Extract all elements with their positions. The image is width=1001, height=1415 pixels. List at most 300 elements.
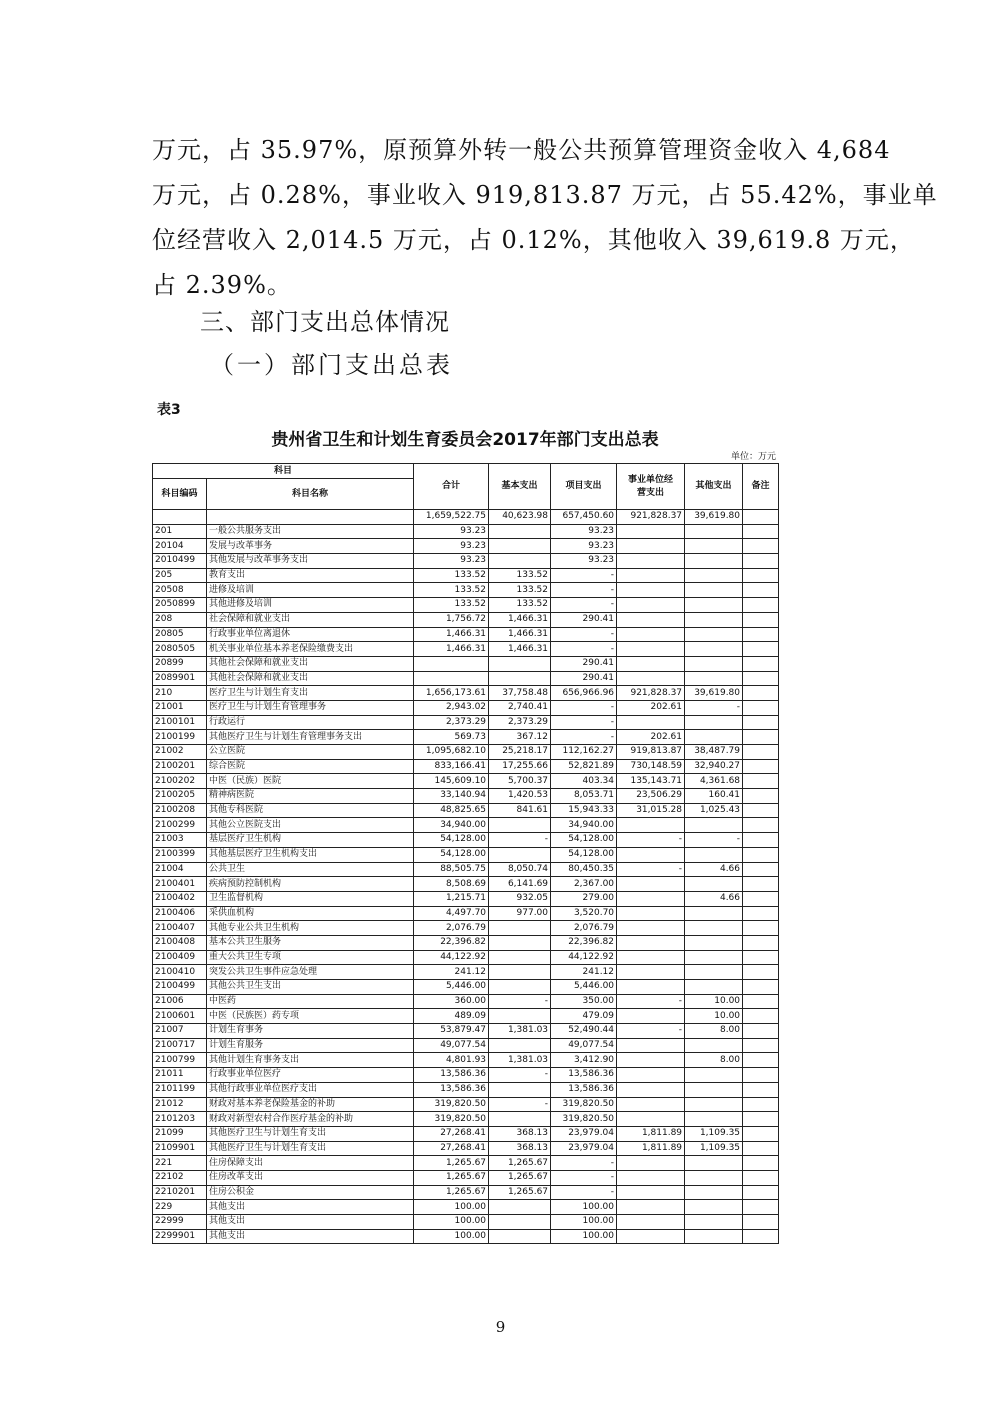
cell-total: 27,268.41 bbox=[414, 1126, 489, 1141]
cell-project: 656,966.96 bbox=[551, 686, 617, 701]
cell-project: 112,162.27 bbox=[551, 745, 617, 760]
cell-basic: 1,466.31 bbox=[489, 642, 551, 657]
cell-name: 行政事业单位医疗 bbox=[207, 1068, 414, 1083]
cell-basic bbox=[489, 554, 551, 569]
cell-business bbox=[617, 656, 685, 671]
table-row bbox=[153, 730, 779, 745]
table-row bbox=[153, 656, 779, 671]
cell-business bbox=[617, 539, 685, 554]
cell-business: - bbox=[617, 1024, 685, 1039]
cell-total: 133.52 bbox=[414, 568, 489, 583]
cell-code: 2100202 bbox=[153, 774, 207, 789]
cell-total: 2,373.29 bbox=[414, 715, 489, 730]
cell-other bbox=[685, 921, 743, 936]
cell-other bbox=[685, 935, 743, 950]
cell-business bbox=[617, 1053, 685, 1068]
cell-remark bbox=[743, 1156, 779, 1171]
cell-name: 机关事业单位基本养老保险缴费支出 bbox=[207, 642, 414, 657]
cell-basic bbox=[489, 539, 551, 554]
cell-name: 其他医疗卫生与计划生育管理事务支出 bbox=[207, 730, 414, 745]
cell-remark bbox=[743, 539, 779, 554]
cell-basic bbox=[489, 1082, 551, 1097]
cell-total: 54,128.00 bbox=[414, 847, 489, 862]
cell-business bbox=[617, 1215, 685, 1230]
cell-business bbox=[617, 818, 685, 833]
cell-code: 2101199 bbox=[153, 1082, 207, 1097]
table-row bbox=[153, 554, 779, 569]
table-row bbox=[153, 745, 779, 760]
cell-project: 13,586.36 bbox=[551, 1082, 617, 1097]
cell-basic bbox=[489, 847, 551, 862]
cell-total: 2,943.02 bbox=[414, 700, 489, 715]
cell-total: 1,659,522.75 bbox=[414, 510, 489, 525]
cell-other bbox=[685, 554, 743, 569]
cell-name: 其他进修及培训 bbox=[207, 598, 414, 613]
table-row bbox=[153, 598, 779, 613]
cell-other bbox=[685, 950, 743, 965]
cell-total: 44,122.92 bbox=[414, 950, 489, 965]
cell-business bbox=[617, 1097, 685, 1112]
cell-code: 22999 bbox=[153, 1215, 207, 1230]
cell-code: 201 bbox=[153, 524, 207, 539]
table-row bbox=[153, 994, 779, 1009]
table-label: 表3 bbox=[157, 402, 181, 418]
cell-name: 住房保障支出 bbox=[207, 1156, 414, 1171]
cell-business bbox=[617, 1009, 685, 1024]
cell-project: - bbox=[551, 700, 617, 715]
cell-name: 其他行政事业单位医疗支出 bbox=[207, 1082, 414, 1097]
cell-code: 2100199 bbox=[153, 730, 207, 745]
cell-basic bbox=[489, 656, 551, 671]
table-row bbox=[153, 1215, 779, 1230]
cell-name: 其他公共卫生支出 bbox=[207, 980, 414, 995]
cell-basic bbox=[489, 1009, 551, 1024]
cell-code: 21001 bbox=[153, 700, 207, 715]
cell-name: 突发公共卫生事件应急处理 bbox=[207, 965, 414, 980]
cell-basic: - bbox=[489, 833, 551, 848]
cell-project: 44,122.92 bbox=[551, 950, 617, 965]
cell-code: 2050899 bbox=[153, 598, 207, 613]
cell-other bbox=[685, 598, 743, 613]
table-row bbox=[153, 935, 779, 950]
cell-total: 1,466.31 bbox=[414, 627, 489, 642]
cell-total: 319,820.50 bbox=[414, 1097, 489, 1112]
cell-other: 8.00 bbox=[685, 1053, 743, 1068]
business-header bbox=[617, 464, 685, 510]
cell-business bbox=[617, 627, 685, 642]
project-header: 项目支出 bbox=[551, 464, 617, 510]
cell-code: 2100406 bbox=[153, 906, 207, 921]
cell-other: 32,940.27 bbox=[685, 759, 743, 774]
cell-total: 1,656,173.61 bbox=[414, 686, 489, 701]
table-row bbox=[153, 818, 779, 833]
cell-remark bbox=[743, 656, 779, 671]
table-title: 贵州省卫生和计划生育委员会2017年部门支出总表 bbox=[271, 430, 659, 450]
cell-code: 2100402 bbox=[153, 891, 207, 906]
cell-total: 100.00 bbox=[414, 1215, 489, 1230]
cell-total: 100.00 bbox=[414, 1200, 489, 1215]
cell-remark bbox=[743, 1112, 779, 1127]
cell-remark bbox=[743, 524, 779, 539]
cell-remark bbox=[743, 833, 779, 848]
cell-basic: - bbox=[489, 994, 551, 1009]
cell-remark bbox=[743, 803, 779, 818]
cell-project: 8,053.71 bbox=[551, 789, 617, 804]
cell-total: 833,166.41 bbox=[414, 759, 489, 774]
cell-remark bbox=[743, 906, 779, 921]
cell-total: 8,508.69 bbox=[414, 877, 489, 892]
cell-basic: 8,050.74 bbox=[489, 862, 551, 877]
cell-name: 综合医院 bbox=[207, 759, 414, 774]
cell-basic: 133.52 bbox=[489, 598, 551, 613]
cell-name: 行政事业单位离退休 bbox=[207, 627, 414, 642]
cell-remark bbox=[743, 965, 779, 980]
cell-name: 其他社会保障和就业支出 bbox=[207, 656, 414, 671]
cell-other: 160.41 bbox=[685, 789, 743, 804]
table-row bbox=[153, 1229, 779, 1244]
cell-project: 5,446.00 bbox=[551, 980, 617, 995]
cell-project: - bbox=[551, 568, 617, 583]
cell-project: 52,821.89 bbox=[551, 759, 617, 774]
cell-total bbox=[414, 656, 489, 671]
cell-name: 其他计划生育事务支出 bbox=[207, 1053, 414, 1068]
cell-name: 公共卫生 bbox=[207, 862, 414, 877]
cell-project: 3,412.90 bbox=[551, 1053, 617, 1068]
cell-business: 135,143.71 bbox=[617, 774, 685, 789]
cell-project: 479.09 bbox=[551, 1009, 617, 1024]
cell-basic: 1,265.67 bbox=[489, 1185, 551, 1200]
subsection-heading: （一）部门支出总表 bbox=[210, 351, 453, 379]
cell-business bbox=[617, 524, 685, 539]
cell-basic: 1,381.03 bbox=[489, 1053, 551, 1068]
table-body bbox=[153, 510, 779, 1244]
cell-total: 133.52 bbox=[414, 583, 489, 598]
cell-code: 21007 bbox=[153, 1024, 207, 1039]
cell-business bbox=[617, 965, 685, 980]
cell-code: 221 bbox=[153, 1156, 207, 1171]
cell-project: 15,943.33 bbox=[551, 803, 617, 818]
cell-business bbox=[617, 980, 685, 995]
cell-project: 290.41 bbox=[551, 671, 617, 686]
cell-code: 21002 bbox=[153, 745, 207, 760]
cell-business bbox=[617, 1112, 685, 1127]
cell-name: 中医（民族）医院 bbox=[207, 774, 414, 789]
cell-business bbox=[617, 598, 685, 613]
table-row bbox=[153, 950, 779, 965]
cell-other: 10.00 bbox=[685, 1009, 743, 1024]
cell-total: 5,446.00 bbox=[414, 980, 489, 995]
cell-remark bbox=[743, 1097, 779, 1112]
cell-basic: 932.05 bbox=[489, 891, 551, 906]
cell-business bbox=[617, 1229, 685, 1244]
cell-basic: 368.13 bbox=[489, 1141, 551, 1156]
cell-remark bbox=[743, 759, 779, 774]
cell-code: 2210201 bbox=[153, 1185, 207, 1200]
cell-total: 1,756.72 bbox=[414, 612, 489, 627]
cell-other: 39,619.80 bbox=[685, 510, 743, 525]
cell-basic: 37,758.48 bbox=[489, 686, 551, 701]
cell-total: 1,095,682.10 bbox=[414, 745, 489, 760]
cell-project: 100.00 bbox=[551, 1229, 617, 1244]
cell-total: 54,128.00 bbox=[414, 833, 489, 848]
cell-code: 22102 bbox=[153, 1170, 207, 1185]
cell-other bbox=[685, 847, 743, 862]
cell-other: 4.66 bbox=[685, 891, 743, 906]
cell-code: 2100205 bbox=[153, 789, 207, 804]
cell-other bbox=[685, 656, 743, 671]
cell-remark bbox=[743, 994, 779, 1009]
cell-remark bbox=[743, 598, 779, 613]
cell-remark bbox=[743, 1082, 779, 1097]
cell-basic bbox=[489, 671, 551, 686]
cell-project: 2,076.79 bbox=[551, 921, 617, 936]
subject-header: 科目 bbox=[153, 464, 414, 479]
table-row bbox=[153, 1082, 779, 1097]
cell-name: 其他基层医疗卫生机构支出 bbox=[207, 847, 414, 862]
cell-other bbox=[685, 980, 743, 995]
cell-remark bbox=[743, 789, 779, 804]
intro-paragraph bbox=[152, 128, 938, 308]
cell-other bbox=[685, 1229, 743, 1244]
cell-project: 54,128.00 bbox=[551, 833, 617, 848]
cell-remark bbox=[743, 642, 779, 657]
cell-other bbox=[685, 877, 743, 892]
cell-other bbox=[685, 1215, 743, 1230]
cell-other bbox=[685, 1185, 743, 1200]
table-row bbox=[153, 833, 779, 848]
code-header: 科目编码 bbox=[153, 479, 207, 510]
cell-basic bbox=[489, 980, 551, 995]
cell-basic: 977.00 bbox=[489, 906, 551, 921]
cell-business: - bbox=[617, 994, 685, 1009]
cell-business: 921,828.37 bbox=[617, 686, 685, 701]
cell-project: 657,450.60 bbox=[551, 510, 617, 525]
cell-other bbox=[685, 627, 743, 642]
table-row bbox=[153, 759, 779, 774]
table-row bbox=[153, 715, 779, 730]
cell-project: 2,367.00 bbox=[551, 877, 617, 892]
cell-project: - bbox=[551, 715, 617, 730]
cell-project: 52,490.44 bbox=[551, 1024, 617, 1039]
cell-name: 进修及培训 bbox=[207, 583, 414, 598]
cell-total: 1,265.67 bbox=[414, 1185, 489, 1200]
cell-code: 2101203 bbox=[153, 1112, 207, 1127]
cell-remark bbox=[743, 1185, 779, 1200]
table-unit: 单位：万元 bbox=[730, 452, 776, 462]
cell-total: 33,140.94 bbox=[414, 789, 489, 804]
cell-project: - bbox=[551, 1156, 617, 1171]
cell-total: 53,879.47 bbox=[414, 1024, 489, 1039]
cell-project: 279.00 bbox=[551, 891, 617, 906]
cell-total: 1,466.31 bbox=[414, 642, 489, 657]
table-row bbox=[153, 1068, 779, 1083]
cell-business bbox=[617, 568, 685, 583]
cell-other bbox=[685, 1200, 743, 1215]
cell-basic: 841.61 bbox=[489, 803, 551, 818]
cell-basic bbox=[489, 935, 551, 950]
cell-remark bbox=[743, 1200, 779, 1215]
cell-remark bbox=[743, 1126, 779, 1141]
cell-project: 34,940.00 bbox=[551, 818, 617, 833]
cell-business: - bbox=[617, 833, 685, 848]
cell-basic: 1,265.67 bbox=[489, 1170, 551, 1185]
cell-business bbox=[617, 1156, 685, 1171]
cell-name: 其他专业公共卫生机构 bbox=[207, 921, 414, 936]
table-row bbox=[153, 1170, 779, 1185]
table-row bbox=[153, 1024, 779, 1039]
cell-project: 93.23 bbox=[551, 539, 617, 554]
cell-remark bbox=[743, 730, 779, 745]
cell-business bbox=[617, 1068, 685, 1083]
cell-name: 计划生育服务 bbox=[207, 1038, 414, 1053]
cell-business bbox=[617, 877, 685, 892]
cell-other bbox=[685, 524, 743, 539]
cell-project: 403.34 bbox=[551, 774, 617, 789]
table-row bbox=[153, 700, 779, 715]
cell-project: 3,520.70 bbox=[551, 906, 617, 921]
cell-other: 38,487.79 bbox=[685, 745, 743, 760]
cell-remark bbox=[743, 1170, 779, 1185]
cell-code: 2100410 bbox=[153, 965, 207, 980]
cell-other bbox=[685, 612, 743, 627]
cell-code: 2100399 bbox=[153, 847, 207, 862]
table-row bbox=[153, 568, 779, 583]
cell-project: 54,128.00 bbox=[551, 847, 617, 862]
cell-basic bbox=[489, 950, 551, 965]
cell-project: 22,396.82 bbox=[551, 935, 617, 950]
cell-basic bbox=[489, 1200, 551, 1215]
page-number: 9 bbox=[495, 1318, 506, 1336]
cell-business bbox=[617, 612, 685, 627]
cell-business bbox=[617, 906, 685, 921]
cell-business bbox=[617, 891, 685, 906]
cell-name: 精神病医院 bbox=[207, 789, 414, 804]
cell-project: 13,586.36 bbox=[551, 1068, 617, 1083]
cell-project: 100.00 bbox=[551, 1215, 617, 1230]
cell-basic: 40,623.98 bbox=[489, 510, 551, 525]
cell-project: 93.23 bbox=[551, 554, 617, 569]
cell-name: 社会保障和就业支出 bbox=[207, 612, 414, 627]
cell-remark bbox=[743, 686, 779, 701]
cell-project: 319,820.50 bbox=[551, 1112, 617, 1127]
cell-code: 210 bbox=[153, 686, 207, 701]
table-row bbox=[153, 1156, 779, 1171]
cell-basic bbox=[489, 1038, 551, 1053]
table-row bbox=[153, 686, 779, 701]
cell-basic: 6,141.69 bbox=[489, 877, 551, 892]
cell-remark bbox=[743, 1068, 779, 1083]
cell-other bbox=[685, 1038, 743, 1053]
cell-code: 2100407 bbox=[153, 921, 207, 936]
cell-remark bbox=[743, 935, 779, 950]
cell-business: 23,506.29 bbox=[617, 789, 685, 804]
table-row bbox=[153, 1200, 779, 1215]
cell-project: 290.41 bbox=[551, 612, 617, 627]
cell-other bbox=[685, 818, 743, 833]
cell-total: 34,940.00 bbox=[414, 818, 489, 833]
cell-name: 其他公立医院支出 bbox=[207, 818, 414, 833]
cell-remark bbox=[743, 1038, 779, 1053]
cell-remark bbox=[743, 921, 779, 936]
cell-name: 医疗卫生与计划生育管理事务 bbox=[207, 700, 414, 715]
cell-business: 1,811.89 bbox=[617, 1141, 685, 1156]
cell-basic bbox=[489, 1215, 551, 1230]
cell-project: 93.23 bbox=[551, 524, 617, 539]
cell-project: 100.00 bbox=[551, 1200, 617, 1215]
cell-business bbox=[617, 1170, 685, 1185]
cell-project: - bbox=[551, 1185, 617, 1200]
cell-basic: 367.12 bbox=[489, 730, 551, 745]
cell-project: 80,450.35 bbox=[551, 862, 617, 877]
table-row bbox=[153, 1097, 779, 1112]
cell-business bbox=[617, 671, 685, 686]
cell-name: 基层医疗卫生机构 bbox=[207, 833, 414, 848]
cell-business bbox=[617, 554, 685, 569]
cell-code: 2100601 bbox=[153, 1009, 207, 1024]
cell-other: 39,619.80 bbox=[685, 686, 743, 701]
cell-other bbox=[685, 1156, 743, 1171]
cell-total: 27,268.41 bbox=[414, 1141, 489, 1156]
cell-project: 49,077.54 bbox=[551, 1038, 617, 1053]
cell-total: 4,801.93 bbox=[414, 1053, 489, 1068]
cell-code: 21011 bbox=[153, 1068, 207, 1083]
cell-business: 1,811.89 bbox=[617, 1126, 685, 1141]
cell-basic: 133.52 bbox=[489, 568, 551, 583]
cell-project: - bbox=[551, 583, 617, 598]
table-row bbox=[153, 1009, 779, 1024]
cell-basic: 17,255.66 bbox=[489, 759, 551, 774]
table-row bbox=[153, 877, 779, 892]
cell-code: 20805 bbox=[153, 627, 207, 642]
remark-header: 备注 bbox=[743, 464, 779, 510]
table-row bbox=[153, 627, 779, 642]
cell-other bbox=[685, 539, 743, 554]
cell-name: 财政对基本养老保险基金的补助 bbox=[207, 1097, 414, 1112]
cell-code: 21012 bbox=[153, 1097, 207, 1112]
cell-business: 202.61 bbox=[617, 730, 685, 745]
cell-remark bbox=[743, 774, 779, 789]
cell-code: 2100401 bbox=[153, 877, 207, 892]
cell-name: 采供血机构 bbox=[207, 906, 414, 921]
cell-total: 13,586.36 bbox=[414, 1082, 489, 1097]
cell-total: 133.52 bbox=[414, 598, 489, 613]
cell-name: 行政运行 bbox=[207, 715, 414, 730]
cell-name: 医疗卫生与计划生育支出 bbox=[207, 686, 414, 701]
cell-code: 2100408 bbox=[153, 935, 207, 950]
cell-business: 730,148.59 bbox=[617, 759, 685, 774]
cell-other bbox=[685, 730, 743, 745]
cell-project: - bbox=[551, 598, 617, 613]
cell-other bbox=[685, 642, 743, 657]
table-row bbox=[153, 1126, 779, 1141]
cell-basic: 1,466.31 bbox=[489, 612, 551, 627]
cell-code: 2100799 bbox=[153, 1053, 207, 1068]
cell-basic: - bbox=[489, 1097, 551, 1112]
cell-project: 23,979.04 bbox=[551, 1126, 617, 1141]
paragraph-line: 万元，占 35.97%，原预算外转一般公共预算管理资金收入 4,684 bbox=[152, 136, 891, 164]
cell-name: 疾病预防控制机构 bbox=[207, 877, 414, 892]
cell-code: 2010499 bbox=[153, 554, 207, 569]
table-row bbox=[153, 612, 779, 627]
cell-other: 4,361.68 bbox=[685, 774, 743, 789]
cell-name: 其他支出 bbox=[207, 1229, 414, 1244]
cell-total: 360.00 bbox=[414, 994, 489, 1009]
cell-other: 10.00 bbox=[685, 994, 743, 1009]
cell-total: 1,215.71 bbox=[414, 891, 489, 906]
cell-name: 计划生育事务 bbox=[207, 1024, 414, 1039]
paragraph-line: 万元，占 0.28%，事业收入 919,813.87 万元，占 55.42%，事业单 bbox=[152, 181, 938, 209]
cell-other bbox=[685, 906, 743, 921]
